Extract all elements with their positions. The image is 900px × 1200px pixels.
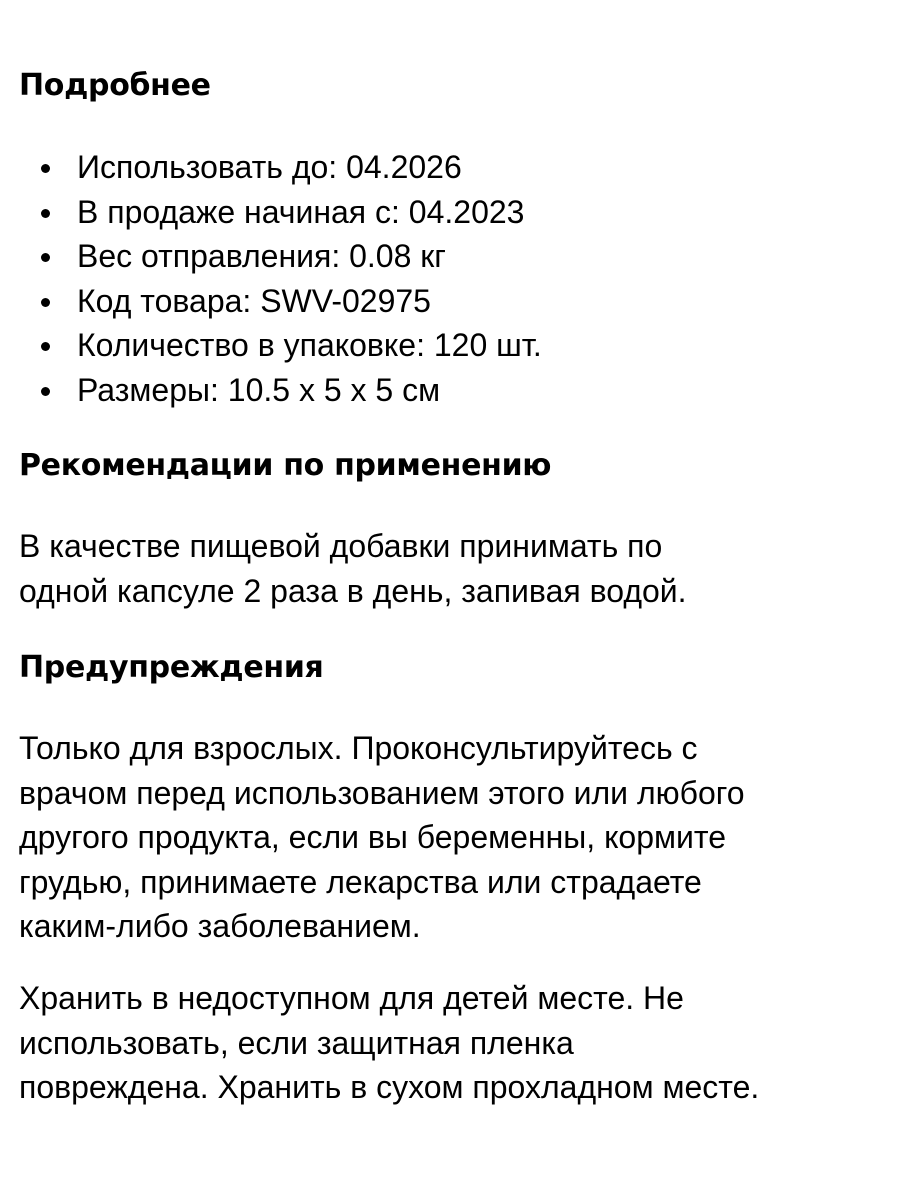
warnings-text-adults	[19, 726, 889, 949]
details-list	[19, 145, 542, 412]
detail-on-sale-since: В продаже начиная с: 04.2023	[77, 193, 525, 230]
bullet-icon	[41, 342, 50, 351]
warnings-text-storage	[19, 976, 889, 1110]
detail-best-before: Использовать до: 04.2026	[77, 149, 462, 185]
detail-dimensions: Размеры: 10.5 x 5 x 5 см	[77, 371, 441, 408]
detail-product-code: Код товара: SWV-02975	[77, 282, 431, 319]
list-item	[19, 145, 542, 190]
bullet-icon	[41, 298, 50, 307]
list-item	[19, 368, 542, 413]
recommendations-text	[19, 524, 889, 613]
details-heading: Подробнее	[19, 68, 211, 103]
text-line: В качестве пищевой добавки принимать по	[19, 528, 663, 564]
text-line: использовать, если защитная пленка	[19, 1024, 574, 1061]
text-line: каким-либо заболеванием.	[19, 908, 421, 944]
list-item	[19, 279, 542, 324]
bullet-icon	[41, 164, 50, 173]
text-line: повреждена. Хранить в сухом прохладном месте.	[19, 1069, 760, 1105]
bullet-icon	[41, 209, 50, 218]
bullet-icon	[41, 387, 50, 396]
text-line: грудью, принимаете лекарства или страдаете	[19, 863, 702, 900]
list-item	[19, 190, 542, 235]
detail-package-quantity: Количество в упаковке: 120 шт.	[77, 327, 542, 363]
text-line: врачом перед использованием этого или любого	[19, 774, 745, 811]
recommendations-heading: Рекомендации по применению	[19, 448, 552, 483]
warnings-heading: Предупреждения	[19, 650, 324, 685]
text-line: Только для взрослых. Проконсультируйтесь с	[19, 730, 698, 766]
bullet-icon	[41, 253, 50, 262]
text-line: другого продукта, если вы беременны, кормите	[19, 819, 726, 855]
text-line: Хранить в недоступном для детей месте. Не	[19, 980, 684, 1016]
detail-shipping-weight: Вес отправления: 0.08 кг	[77, 238, 446, 274]
list-item	[19, 323, 542, 368]
list-item	[19, 234, 542, 279]
text-line: одной капсуле 2 раза в день, запивая водой.	[19, 572, 687, 609]
